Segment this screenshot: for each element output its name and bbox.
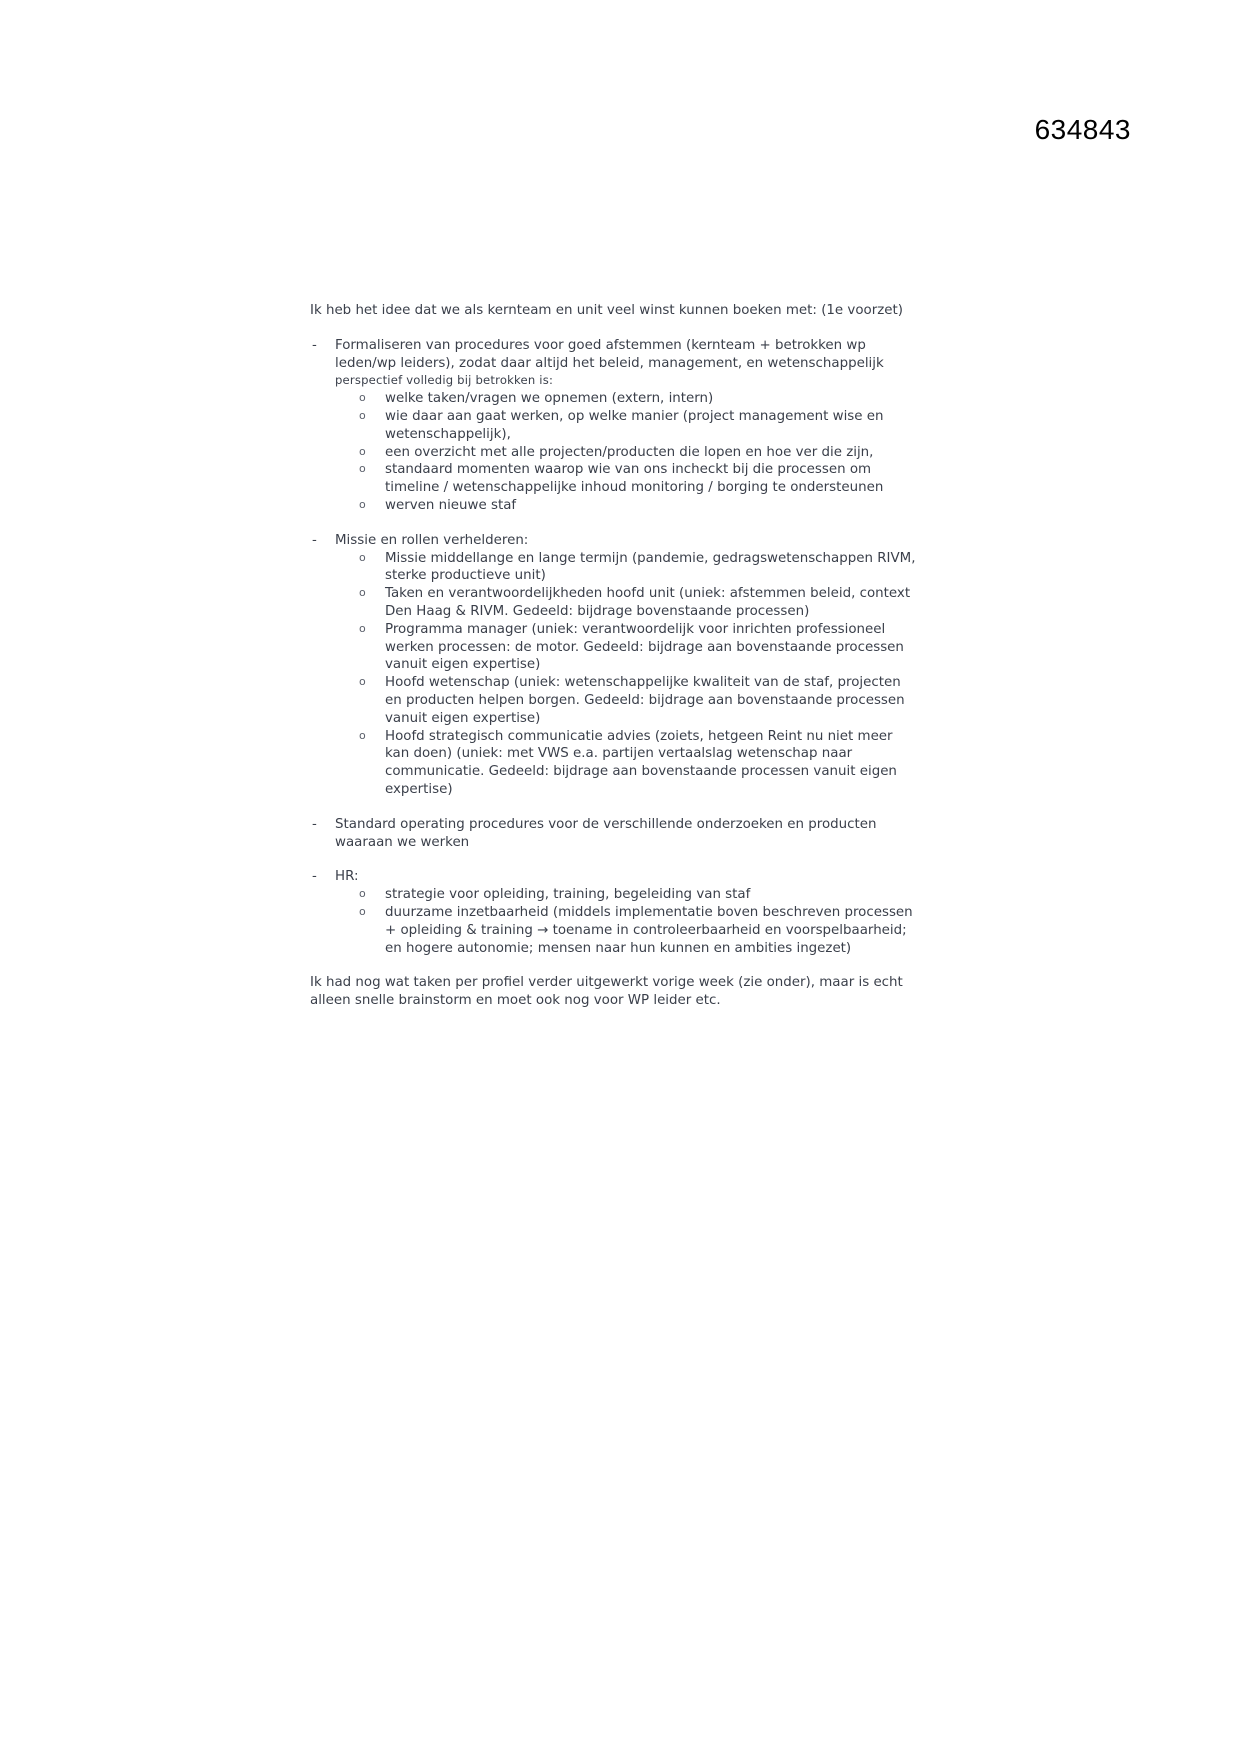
list-item-hr — [310, 868, 950, 957]
sub-item-line: expertise) — [385, 781, 453, 797]
sub-item-line: vanuit eigen expertise) — [385, 710, 541, 726]
sub-item-line: o wie daar aan gaat werken, op welke manier (project management wise en — [385, 408, 884, 424]
sub-item-line: o een overzicht met alle projecten/producten die lopen en hoe ver die zijn, — [385, 444, 874, 460]
sub-list-item — [335, 728, 950, 799]
sub-item-line: communicatie. Gedeeld: bijdrage aan bovenstaande processen vanuit eigen — [385, 764, 897, 780]
sub-list-item — [335, 886, 950, 904]
sub-list-item — [335, 674, 950, 727]
sub-item-line: en producten helpen borgen. Gedeeld: bijdrage aan bovenstaande processen — [385, 692, 905, 708]
item-text-line: - Standard operating procedures voor de verschillende onderzoeken en producten — [335, 816, 877, 832]
sub-list — [335, 550, 950, 799]
sub-item-line: o duurzame inzetbaarheid (middels implementatie boven beschreven processen — [385, 904, 913, 920]
sub-item-line: vanuit eigen expertise) — [385, 657, 541, 673]
item-text-line: waaraan we werken — [335, 834, 470, 850]
closing-line: alleen snelle brainstorm en moet ook nog voor WP leider etc. — [310, 993, 721, 1009]
sub-list-item — [335, 408, 950, 444]
sub-list-item — [335, 444, 950, 462]
sub-item-line: Den Haag & RIVM. Gedeeld: bijdrage bovenstaande processen) — [385, 603, 810, 619]
list-item-procedures — [310, 337, 950, 515]
sub-list — [335, 886, 950, 957]
sub-item-line: + opleiding & training → toename in controleerbaarheid en voorspelbaarheid; — [385, 922, 907, 938]
list-item-missie — [310, 532, 950, 799]
sub-item-line: o Hoofd wetenschap (uniek: wetenschappelijke kwaliteit van de staf, projecten — [385, 675, 901, 691]
item-text-line: - HR: — [335, 869, 359, 885]
item-text-line: perspectief volledig bij betrokken is: — [335, 373, 554, 388]
sub-item-line: o strategie voor opleiding, training, begeleiding van staf — [385, 887, 751, 903]
closing-paragraph — [310, 974, 950, 1010]
sub-item-line: kan doen) (uniek: met VWS e.a. partijen vertaalslag wetenschap naar — [385, 746, 853, 762]
sub-list-item — [335, 904, 950, 957]
item-text-line: - Formaliseren van procedures voor goed afstemmen (kernteam + betrokken wp — [335, 337, 866, 353]
page-number: 634843 — [1034, 114, 1131, 145]
item-text-line: - Missie en rollen verhelderen: — [335, 532, 529, 548]
item-text-line: leden/wp leiders), zodat daar altijd het beleid, management, en wetenschappelijk — [335, 355, 884, 371]
sub-item-line: sterke productieve unit) — [385, 568, 546, 584]
sub-list-item — [335, 621, 950, 674]
sub-item-line: o Missie middellange en lange termijn (pandemie, gedragswetenschappen RIVM, — [385, 550, 916, 566]
sub-list-item — [335, 585, 950, 621]
sub-item-line: werken processen: de motor. Gedeeld: bijdrage aan bovenstaande processen — [385, 639, 904, 655]
sub-item-line: o Hoofd strategisch communicatie advies (zoiets, hetgeen Reint nu niet meer — [385, 728, 893, 744]
sub-item-line: o werven nieuwe staf — [385, 497, 517, 513]
main-list — [310, 337, 950, 958]
sub-item-line: o welke taken/vragen we opnemen (extern, intern) — [385, 391, 714, 407]
sub-item-line: en hogere autonomie; mensen naar hun kunnen en ambities ingezet) — [385, 940, 852, 956]
sub-list-item — [335, 497, 950, 515]
sub-list-item — [335, 550, 950, 586]
closing-line: Ik had nog wat taken per profiel verder uitgewerkt vorige week (zie onder), maar is echt — [310, 975, 903, 991]
sub-item-line: o Programma manager (uniek: verantwoordelijk voor inrichten professioneel — [385, 621, 886, 637]
sub-item-line: o Taken en verantwoordelijkheden hoofd unit (uniek: afstemmen beleid, context — [385, 586, 911, 602]
sub-list-item — [335, 461, 950, 497]
sub-item-line: timeline / wetenschappelijke inhoud monitoring / borging te ondersteunen — [385, 480, 884, 496]
sub-list — [335, 390, 950, 515]
list-item-sop — [310, 816, 950, 852]
intro-paragraph: Ik heb het idee dat we als kernteam en unit veel winst kunnen boeken met: (1e voorzet) — [310, 303, 903, 318]
sub-item-line: wetenschappelijk), — [385, 426, 511, 442]
document-body — [310, 302, 950, 1010]
sub-list-item — [335, 390, 950, 408]
sub-item-line: o standaard momenten waarop wie van ons incheckt bij die processen om — [385, 462, 872, 478]
